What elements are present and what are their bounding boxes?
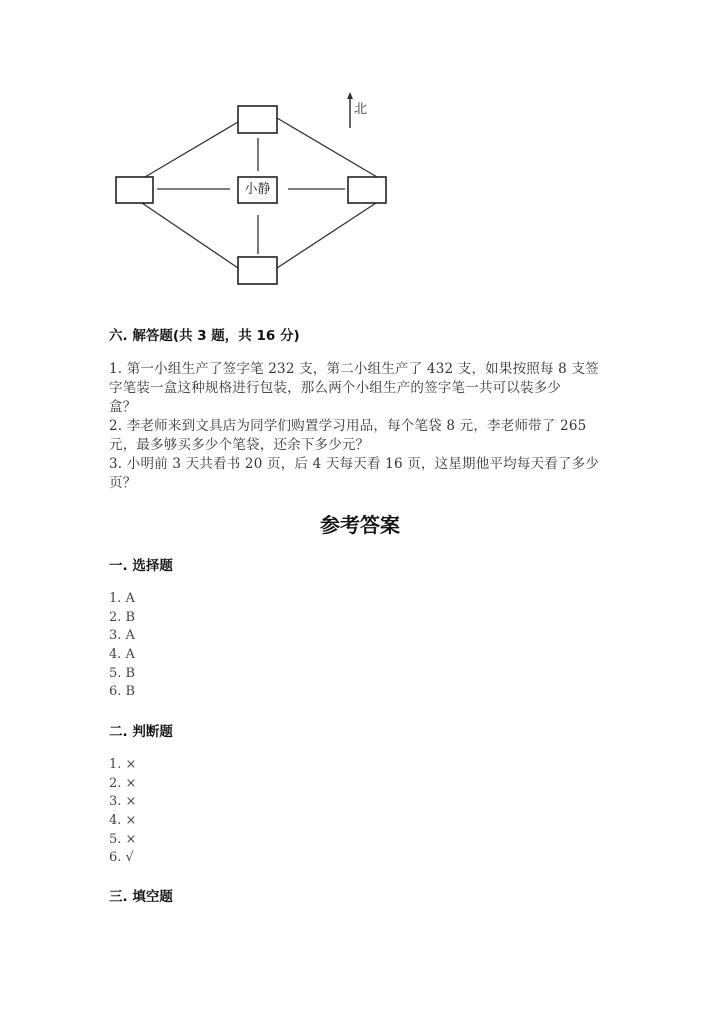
answer-item: 4. A (109, 647, 135, 662)
question-2-line-2: 元，最多够买多少个笔袋，还余下多少元？ (109, 437, 370, 453)
question-1-line-3: 盒？ (109, 399, 137, 415)
answer-item: 6. B (109, 684, 136, 699)
box-right (348, 177, 386, 203)
question-2-line-1: 2. 李老师来到文具店为同学们购置学习用品，每个笔袋 8 元，李老师带了 265 (109, 418, 587, 434)
section-heading-6: 六. 解答题(共 3 题，共 16 分) (109, 328, 300, 344)
question-3-line-2: 页？ (109, 475, 137, 491)
answer-item: 1. × (109, 757, 137, 772)
north-arrow-icon (347, 92, 353, 128)
answer-section-heading-3: 三. 填空题 (109, 889, 173, 905)
box-top (238, 106, 277, 133)
question-3-line-1: 3. 小明前 3 天共看书 20 页，后 4 天每天看 16 页，这星期他平均每天看了多少 (109, 456, 600, 472)
answer-item: 5. × (109, 832, 137, 847)
question-1-line-2: 字笔装一盒这种规格进行包装，那么两个小组生产的签字笔一共可以装多少 (109, 380, 562, 396)
answers-title: 参考答案 (320, 513, 400, 537)
answer-item: 3. × (109, 794, 137, 809)
answer-item: 6. √ (109, 850, 134, 865)
answer-item: 5. B (109, 666, 136, 681)
center-box-label: 小静 (244, 182, 271, 197)
diagram-lines (0, 0, 720, 300)
answer-item: 3. A (109, 628, 135, 643)
box-bottom (238, 257, 277, 284)
question-1-line-1: 1. 第一小组生产了签字笔 232 支，第二小组生产了 432 支，如果按照每 8 支签 (109, 361, 599, 377)
answer-section-heading-2: 二. 判断题 (109, 724, 173, 740)
answer-item: 4. × (109, 813, 137, 828)
answer-item: 2. B (109, 610, 136, 625)
position-diagram (0, 0, 720, 300)
answer-item: 1. A (109, 591, 135, 606)
answer-item: 2. × (109, 776, 137, 791)
north-label: 北 (354, 102, 368, 117)
answer-section-heading-1: 一. 选择题 (109, 558, 173, 574)
box-left (116, 177, 153, 203)
